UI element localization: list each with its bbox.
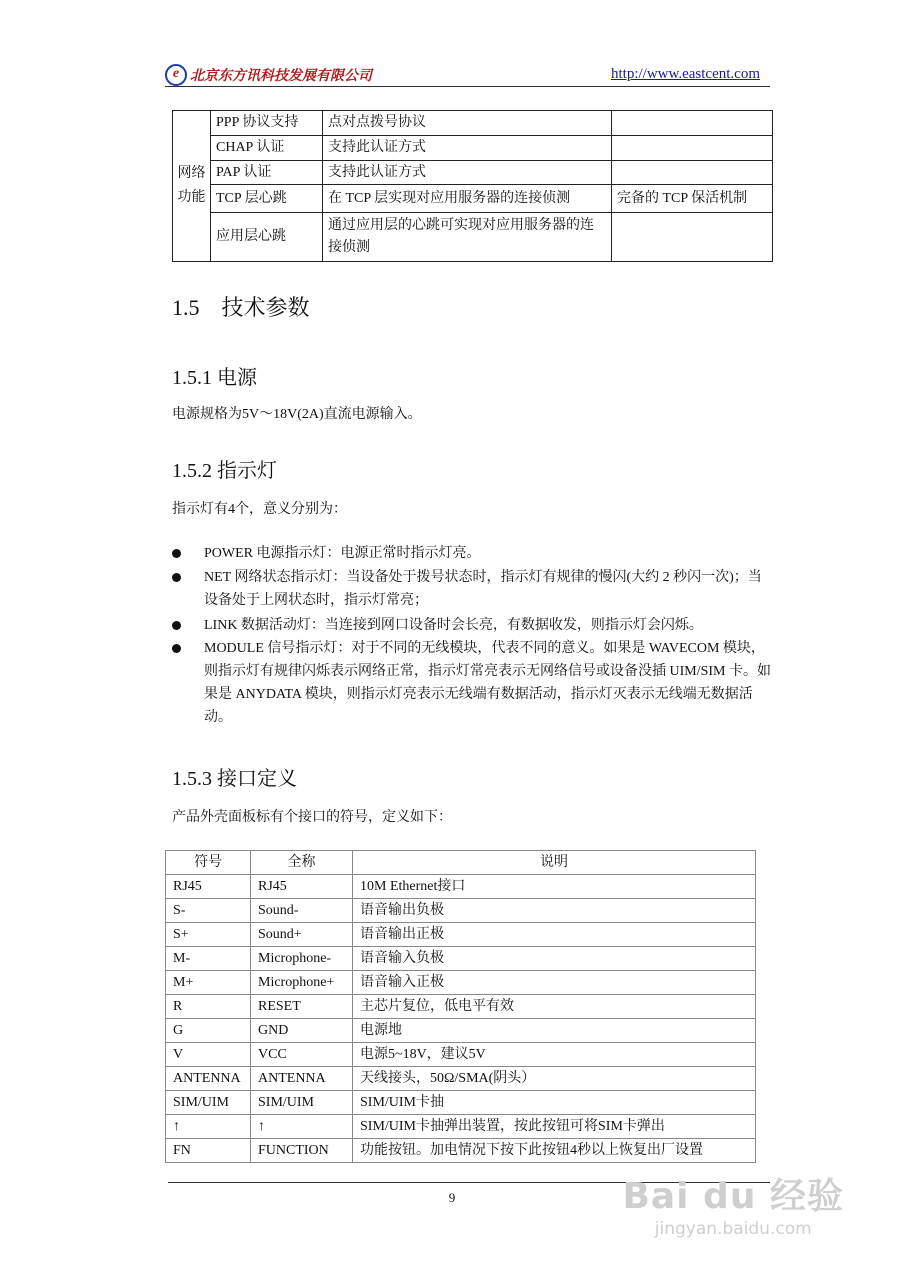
table-row <box>166 1115 756 1139</box>
table-row <box>173 213 773 262</box>
table-row <box>173 136 773 161</box>
cell: FN <box>166 1139 251 1163</box>
section-heading-1-5-3: 1.5.3 接口定义 <box>172 768 297 790</box>
cell: RJ45 <box>166 875 251 899</box>
cell: 在 TCP 层实现对应用服务器的连接侦测 <box>323 185 612 213</box>
cell: 支持此认证方式 <box>323 161 612 185</box>
cell: M+ <box>166 971 251 995</box>
cell: 语音输出负极 <box>353 899 756 923</box>
cell: RJ45 <box>251 875 353 899</box>
baidu-watermark: Bai du 经验 jingyan.baidu.com <box>622 1176 844 1239</box>
cell: 主芯片复位，低电平有效 <box>353 995 756 1019</box>
table-row <box>173 161 773 185</box>
bullet-icon <box>172 549 181 558</box>
cell: SIM/UIM <box>251 1091 353 1115</box>
table-row <box>166 1091 756 1115</box>
bullet-icon <box>172 621 181 630</box>
cell: 点对点拨号协议 <box>323 111 612 136</box>
cell: SIM/UIM <box>166 1091 251 1115</box>
cell <box>612 161 773 185</box>
cell: RESET <box>251 995 353 1019</box>
table-row <box>166 1043 756 1067</box>
cell: 10M Ethernet接口 <box>353 875 756 899</box>
cell: FUNCTION <box>251 1139 353 1163</box>
cell: Sound+ <box>251 923 353 947</box>
table-row <box>166 875 756 899</box>
table-row <box>166 1067 756 1091</box>
cell: M- <box>166 947 251 971</box>
cell: ANTENNA <box>251 1067 353 1091</box>
logo-e-icon: e <box>165 64 187 86</box>
table-row <box>173 185 773 213</box>
table-row <box>166 1019 756 1043</box>
cell: Microphone+ <box>251 971 353 995</box>
cell: 天线接头，50Ω/SMA(阴头） <box>353 1067 756 1091</box>
cell: GND <box>251 1019 353 1043</box>
cell: 通过应用层的心跳可实现对应用服务器的连接侦测 <box>323 213 612 262</box>
cell: 电源5~18V，建议5V <box>353 1043 756 1067</box>
website-link[interactable]: http://www.eastcent.com <box>611 66 760 82</box>
cell: 功能按钮。加电情况下按下此按钮4秒以上恢复出厂设置 <box>353 1139 756 1163</box>
cell: 语音输出正极 <box>353 923 756 947</box>
table-row <box>173 111 773 136</box>
cell: V <box>166 1043 251 1067</box>
company-logo <box>165 64 372 86</box>
cell: SIM/UIM卡抽弹出装置，按此按钮可将SIM卡弹出 <box>353 1115 756 1139</box>
cell: S+ <box>166 923 251 947</box>
cell: Sound- <box>251 899 353 923</box>
cell: 应用层心跳 <box>211 213 323 262</box>
cell: Microphone- <box>251 947 353 971</box>
column-header: 说明 <box>353 851 756 875</box>
cell: 语音输入正极 <box>353 971 756 995</box>
cell <box>612 136 773 161</box>
interface-table <box>165 850 756 1163</box>
table-row <box>166 1139 756 1163</box>
list-item <box>172 566 772 612</box>
cell: G <box>166 1019 251 1043</box>
cell: CHAP 认证 <box>211 136 323 161</box>
bullet-icon <box>172 573 181 582</box>
company-name: 北京东方讯科技发展有限公司 <box>190 69 372 84</box>
table-row <box>166 995 756 1019</box>
cell: 完备的 TCP 保活机制 <box>612 185 773 213</box>
cell: VCC <box>251 1043 353 1067</box>
table-row <box>166 899 756 923</box>
cell: SIM/UIM卡抽 <box>353 1091 756 1115</box>
cell: ↑ <box>166 1115 251 1139</box>
cell: PPP 协议支持 <box>211 111 323 136</box>
table-row <box>166 971 756 995</box>
bullet-text: NET 网络状态指示灯：当设备处于拨号状态时，指示灯有规律的慢闪(大约 2 秒闪一次)；当设备处于上网状态时，指示灯常亮； <box>204 570 762 608</box>
cell: ANTENNA <box>166 1067 251 1091</box>
section-heading-1-5: 1.5 技术参数 <box>172 295 310 320</box>
cell: S- <box>166 899 251 923</box>
bullet-icon <box>172 644 181 653</box>
cell <box>612 111 773 136</box>
interface-intro: 产品外壳面板标有个接口的符号，定义如下： <box>172 810 452 825</box>
section-heading-1-5-2: 1.5.2 指示灯 <box>172 460 277 482</box>
table-row <box>166 923 756 947</box>
cell: TCP 层心跳 <box>211 185 323 213</box>
cell <box>612 213 773 262</box>
cell: R <box>166 995 251 1019</box>
section-heading-1-5-1: 1.5.1 电源 <box>172 367 257 389</box>
page-number: 9 <box>448 1190 456 1205</box>
cell: PAP 认证 <box>211 161 323 185</box>
column-header: 符号 <box>166 851 251 875</box>
table-row <box>166 947 756 971</box>
bullet-text: MODULE 信号指示灯：对于不同的无线模块，代表不同的意义。如果是 WAVECOM 模块，则指示灯有规律闪烁表示网络正常，指示灯常亮表示无网络信号或设备没插 UIM/SIM 卡。如果是 ANYDATA 模块，则指示灯亮表示无线端有数据活动，指示灯灭表示无线端无数据活动。 <box>204 641 772 725</box>
bullet-text: LINK 数据活动灯：当连接到网口设备时会长亮，有数据收发，则指示灯会闪烁。 <box>204 618 703 633</box>
table-header-row <box>166 851 756 875</box>
list-item <box>172 637 772 729</box>
bullet-text: POWER 电源指示灯：电源正常时指示灯亮。 <box>204 546 481 561</box>
cell: ↑ <box>251 1115 353 1139</box>
network-features-table <box>172 110 773 262</box>
column-header: 全称 <box>251 851 353 875</box>
power-text: 电源规格为5V～18V(2A)直流电源输入。 <box>172 407 422 422</box>
list-item <box>172 614 772 637</box>
indicator-intro: 指示灯有4个，意义分别为： <box>172 502 347 517</box>
group-label: 网络功能 <box>173 111 211 262</box>
cell: 电源地 <box>353 1019 756 1043</box>
header-divider <box>165 86 770 87</box>
cell: 语音输入负极 <box>353 947 756 971</box>
list-item <box>172 542 772 565</box>
cell: 支持此认证方式 <box>323 136 612 161</box>
